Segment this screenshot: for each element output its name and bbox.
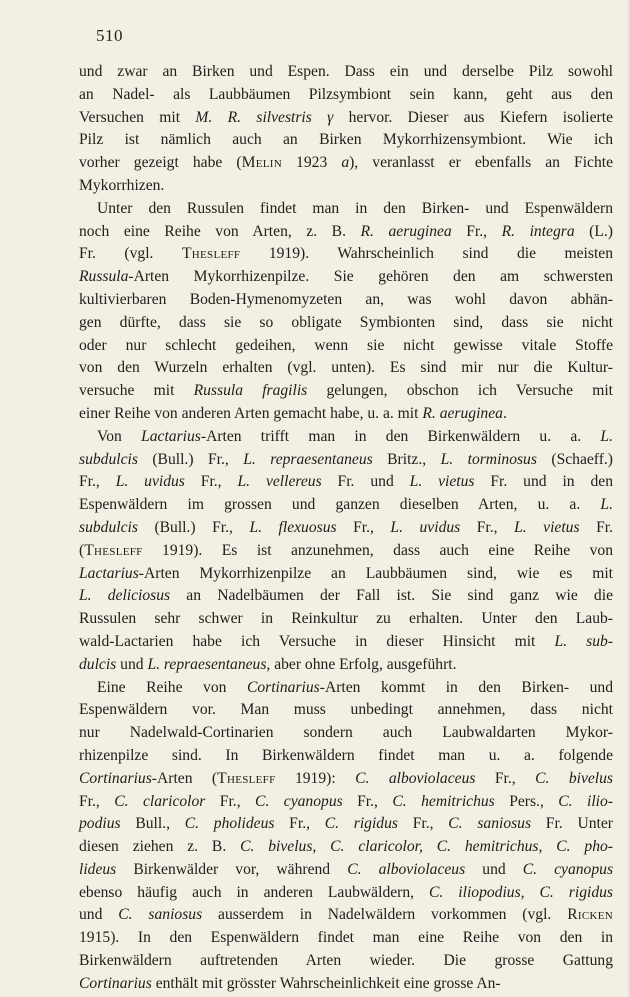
- text-line: Eine Reihe von Cortinarius-Arten kommt in den Birken- und: [97, 678, 613, 696]
- text-line: Mykorrhizen.: [79, 176, 165, 194]
- text-line: Fr., C. claricolor Fr., C. cyanopus Fr., C. hemitrichus Pers., C. ilio-: [79, 792, 614, 810]
- text-line: Lactarius-Arten Mykorrhizenpilze an Laubbäumen sind, wie es mit: [79, 564, 613, 582]
- body-text: [79, 61, 613, 996]
- text-line: Russula-Arten Mykorrhizenpilze. Sie gehören den am schwersten: [79, 268, 613, 286]
- text-line: Russulen sehr schwer in Reinkultur zu erhalten. Unter den Laub-: [79, 610, 613, 628]
- text-line: podius Bull., C. pholideus Fr., C. rigidus Fr., C. saniosus Fr. Unter: [79, 815, 613, 833]
- text-line: vorher gezeigt habe (Melin 1923 a), veranlasst er ebenfalls an Fichte: [79, 154, 613, 172]
- text-line: einer Reihe von anderen Arten gemacht habe, u. a. mit R. aeruginea.: [79, 404, 507, 422]
- text-line: und C. saniosus ausserdem in Nadelwäldern vorkommen (vgl. Ricken: [79, 906, 613, 924]
- text-line: Cortinarius-Arten (Thesleff 1919): C. alboviolaceus Fr., C. bivelus: [79, 769, 614, 787]
- text-line: Fr., L. uvidus Fr., L. vellereus Fr. und L. vietus Fr. und in den: [79, 473, 613, 491]
- text-line: noch eine Reihe von Arten, z. B. R. aeruginea Fr., R. integra (L.): [79, 222, 613, 240]
- text-line: Versuchen mit M. R. silvestris γ hervor. Dieser aus Kiefern isolierte: [79, 108, 613, 126]
- text-line: Fr. (vgl. Thesleff 1919). Wahrscheinlich sind die meisten: [79, 245, 614, 263]
- text-line: subdulcis (Bull.) Fr., L. flexuosus Fr., L. uvidus Fr., L. vietus Fr.: [79, 518, 613, 536]
- text-line: dulcis und L. repraesentaneus, aber ohne Erfolg, ausgeführt.: [79, 655, 457, 673]
- text-line: versuche mit Russula fragilis gelungen, obschon ich Versuche mit: [79, 382, 613, 400]
- text-line: und zwar an Birken und Espen. Dass ein und derselbe Pilz sowohl: [79, 63, 613, 80]
- text-line: nur Nadelwald-Cortinarien sondern auch Laubwaldarten Mykor-: [79, 724, 613, 742]
- text-line: Birkenwäldern auftretenden Arten wieder. Die grosse Gattung: [79, 952, 613, 970]
- text-line: an Nadel- als Laubbäumen Pilzsymbiont sein kann, geht aus den: [79, 85, 613, 103]
- paragraph: [79, 426, 613, 677]
- text-line: Cortinarius enthält mit grösster Wahrscheinlichkeit eine grosse An-: [79, 974, 501, 992]
- text-line: (Thesleff 1919). Es ist anzunehmen, dass auch eine Reihe von: [79, 541, 613, 559]
- text-line: von den Wurzeln erhalten (vgl. unten). Es sind mir nur die Kultur-: [79, 359, 613, 377]
- text-line: 1915). In den Espenwäldern findet man eine Reihe von den in: [79, 929, 613, 947]
- text-line: Pilz ist nämlich auch an Birken Mykorrhizensymbiont. Wie ich: [79, 131, 613, 149]
- paragraph: [79, 198, 613, 426]
- text-line: subdulcis (Bull.) Fr., L. repraesentaneus Britz., L. torminosus (Schaeff.): [79, 450, 613, 468]
- text-line: diesen ziehen z. B. C. bivelus, C. claricolor, C. hemitrichus, C. pho-: [79, 838, 613, 856]
- text-line: Von Lactarius-Arten trifft man in den Birkenwäldern u. a. L.: [97, 427, 613, 445]
- text-line: oder nur schlecht gedeihen, wenn sie nicht gewisse vitale Stoffe: [79, 336, 613, 354]
- text-line: ebenso häufig auch in anderen Laubwäldern, C. iliopodius, C. rigidus: [79, 883, 613, 901]
- text-line: Espenwäldern im grossen und ganzen dieselben Arten, u. a. L.: [79, 496, 613, 514]
- text-line: lideus Birkenwälder vor, während C. alboviolaceus und C. cyanopus: [79, 860, 614, 878]
- text-line: kultivierbaren Boden-Hymenomyzeten an, was wohl davon abhän-: [79, 290, 613, 308]
- text-line: gen dürfte, dass sie so obligate Symbionten sind, dass sie nicht: [79, 313, 613, 331]
- paragraph: [79, 61, 613, 198]
- page-number: 510: [96, 26, 123, 45]
- text-line: Espenwäldern vor. Man muss unbedingt annehmen, dass nicht: [79, 701, 613, 719]
- text-line: L. deliciosus an Nadelbäumen der Fall ist. Sie sind ganz wie die: [79, 587, 613, 605]
- paragraph: [79, 677, 613, 996]
- text-line: rhizenpilze sind. In Birkenwäldern findet man u. a. folgende: [79, 746, 613, 764]
- text-line: Unter den Russulen findet man in den Birken- und Espenwäldern: [97, 199, 613, 217]
- text-line: wald-Lactarien habe ich Versuche in dieser Hinsicht mit L. sub-: [79, 632, 613, 650]
